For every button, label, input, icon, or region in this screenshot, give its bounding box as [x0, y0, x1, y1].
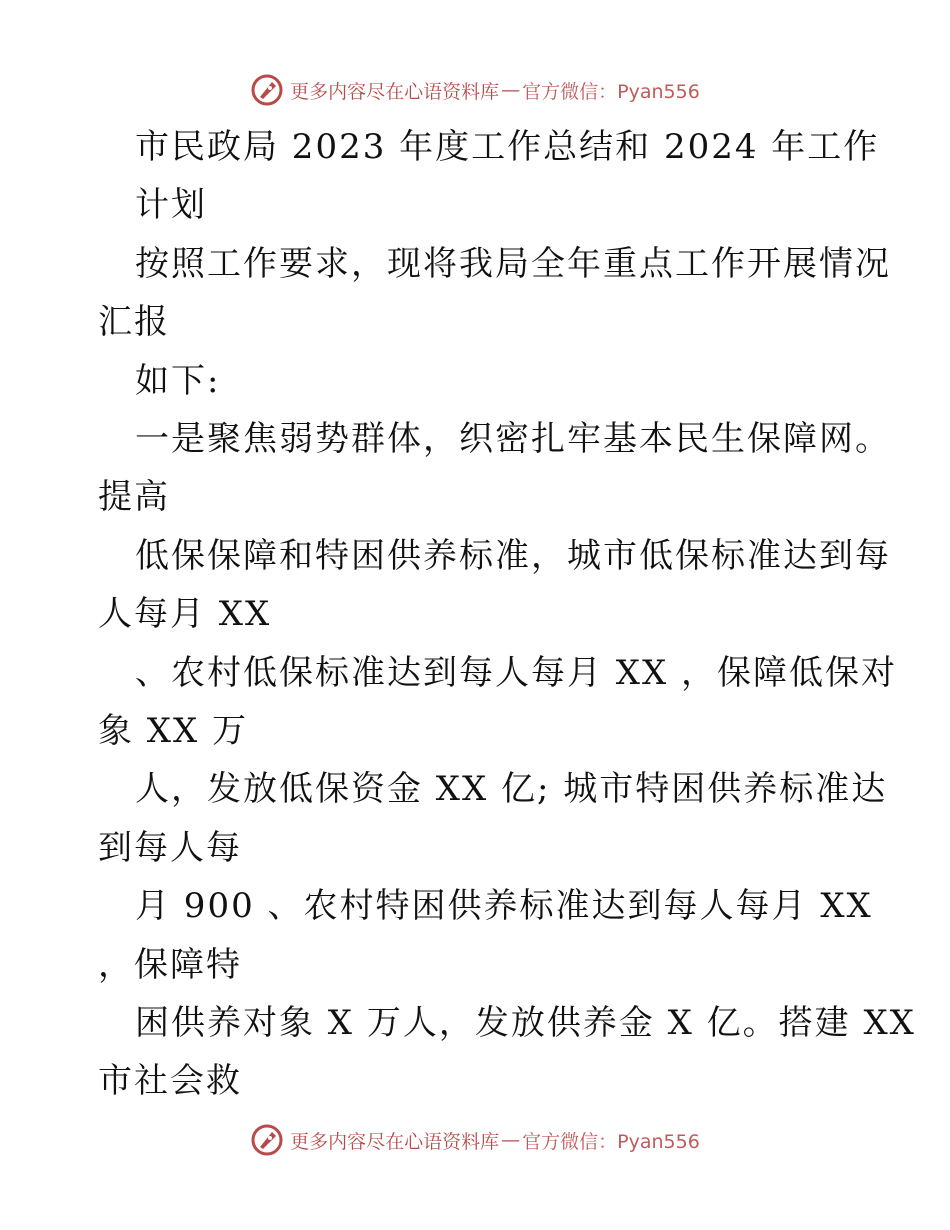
text-line: 人，发放低保资金 XX 亿; 城市特困供养标准达: [135, 769, 888, 809]
text-line: 低保保障和特困供养标准，城市低保标准达到每: [135, 536, 891, 576]
text-line: 、农村低保标准达到每人每月 XX ，保障低保对: [135, 653, 898, 693]
text-line: ，保障特: [98, 945, 242, 985]
text-line: 如下:: [135, 361, 221, 401]
text-line: 市民政局 2023 年度工作总结和 2024 年工作: [135, 127, 880, 167]
watermark-text: 更多内容尽在心语资料库: [290, 80, 500, 103]
watermark-separator: —: [501, 1129, 521, 1151]
text-line: 困供养对象 X 万人，发放供养金 X 亿。搭建 XX: [135, 1003, 916, 1043]
text-line: 到每人每: [98, 828, 242, 868]
text-line: 人每月 XX: [98, 594, 272, 634]
watermark-contact: 官方微信：Pyan556: [522, 1130, 700, 1153]
text-line: 提高: [98, 477, 170, 517]
text-line: 汇报: [98, 302, 170, 342]
text-line: 月 900 、农村特困供养标准达到每人每月 XX: [135, 886, 873, 926]
pen-nib-logo-icon: [250, 73, 284, 107]
text-line: 市社会救: [98, 1061, 242, 1101]
text-line: 象 XX 万: [98, 711, 249, 751]
text-line: 计划: [135, 185, 207, 225]
text-line: 一是聚焦弱势群体，织密扎牢基本民生保障网。: [135, 419, 891, 459]
watermark-separator: —: [501, 79, 521, 101]
pen-nib-logo-icon: [250, 1123, 284, 1157]
watermark-text: 更多内容尽在心语资料库: [290, 1130, 500, 1153]
footer-watermark: [0, 1120, 950, 1160]
header-watermark: [0, 70, 950, 110]
text-line: 按照工作要求，现将我局全年重点工作开展情况: [135, 244, 891, 284]
watermark-contact: 官方微信：Pyan556: [522, 80, 700, 103]
